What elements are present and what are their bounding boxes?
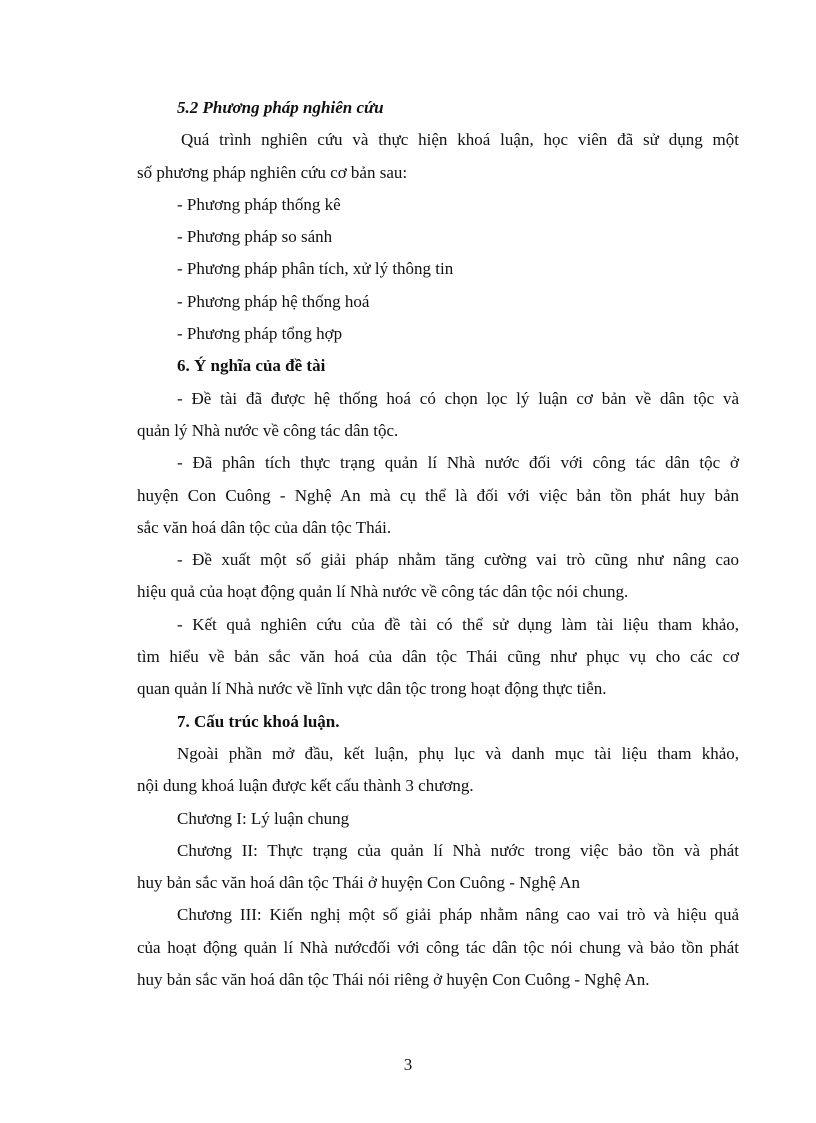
paragraph-line: - Kết quả nghiên cứu của đề tài có thể sử dụng làm tài liệu tham khảo, bbox=[177, 614, 739, 634]
section-heading-6: 6. Ý nghĩa của đề tài bbox=[177, 356, 326, 376]
page-number: 3 bbox=[403, 1055, 413, 1074]
list-item: - Phương pháp tổng hợp bbox=[177, 324, 343, 344]
section-heading-5-2: 5.2 Phương pháp nghiên cứu bbox=[177, 98, 384, 117]
paragraph-line: - Đã phân tích thực trạng quản lí Nhà nước đối với công tác dân tộc ở bbox=[177, 453, 739, 473]
chapter-line: Chương II: Thực trạng của quản lí Nhà nước trong việc bảo tồn và phát bbox=[177, 840, 739, 860]
chapter-line: Chương III: Kiến nghị một số giải pháp nhằm nâng cao vai trò và hiệu quả bbox=[177, 905, 739, 925]
paragraph-line: quản lý Nhà nước về công tác dân tộc. bbox=[137, 420, 399, 440]
paragraph-line: - Đề xuất một số giải pháp nhằm tăng cường vai trò cũng như nâng cao bbox=[177, 550, 739, 570]
paragraph-line: Ngoài phần mở đầu, kết luận, phụ lục và danh mục tài liệu tham khảo, bbox=[177, 743, 739, 763]
list-item: - Phương pháp hệ thống hoá bbox=[177, 291, 370, 311]
paragraph-line: - Đề tài đã được hệ thống hoá có chọn lọc lý luận cơ bản về dân tộc và bbox=[177, 388, 739, 408]
paragraph-line: Quá trình nghiên cứu và thực hiện khoá luận, học viên đã sử dụng một bbox=[181, 130, 739, 150]
chapter-line: Chương I: Lý luận chung bbox=[177, 808, 350, 828]
paragraph-line: tìm hiểu về bản sắc văn hoá của dân tộc Thái cũng như phục vụ cho các cơ bbox=[137, 647, 739, 667]
chapter-line: huy bản sắc văn hoá dân tộc Thái ở huyện Con Cuông - Nghệ An bbox=[137, 873, 581, 893]
chapter-line: huy bản sắc văn hoá dân tộc Thái nói riêng ở huyện Con Cuông - Nghệ An. bbox=[137, 970, 650, 990]
paragraph-line: huyện Con Cuông - Nghệ An mà cụ thể là đối với việc bản tồn phát huy bản bbox=[137, 485, 739, 505]
chapter-line: của hoạt động quản lí Nhà nướcđối với công tác dân tộc nói chung và bảo tồn phát bbox=[137, 937, 739, 957]
list-item: - Phương pháp so sánh bbox=[177, 227, 333, 247]
paragraph-line: quan quản lí Nhà nước về lĩnh vực dân tộc trong hoạt động thực tiễn. bbox=[137, 679, 607, 699]
list-item: - Phương pháp phân tích, xử lý thông tin bbox=[177, 259, 454, 279]
section-heading-7: 7. Cấu trúc khoá luận. bbox=[177, 711, 340, 731]
paragraph-line: sắc văn hoá dân tộc của dân tộc Thái. bbox=[137, 517, 392, 537]
paragraph-line: hiệu quả của hoạt động quản lí Nhà nước về công tác dân tộc nói chung. bbox=[137, 582, 629, 602]
paragraph-line: nội dung khoá luận được kết cấu thành 3 chương. bbox=[137, 776, 474, 796]
list-item: - Phương pháp thống kê bbox=[177, 194, 341, 214]
paragraph-line: số phương pháp nghiên cứu cơ bản sau: bbox=[137, 162, 408, 182]
document-page bbox=[137, 92, 739, 996]
